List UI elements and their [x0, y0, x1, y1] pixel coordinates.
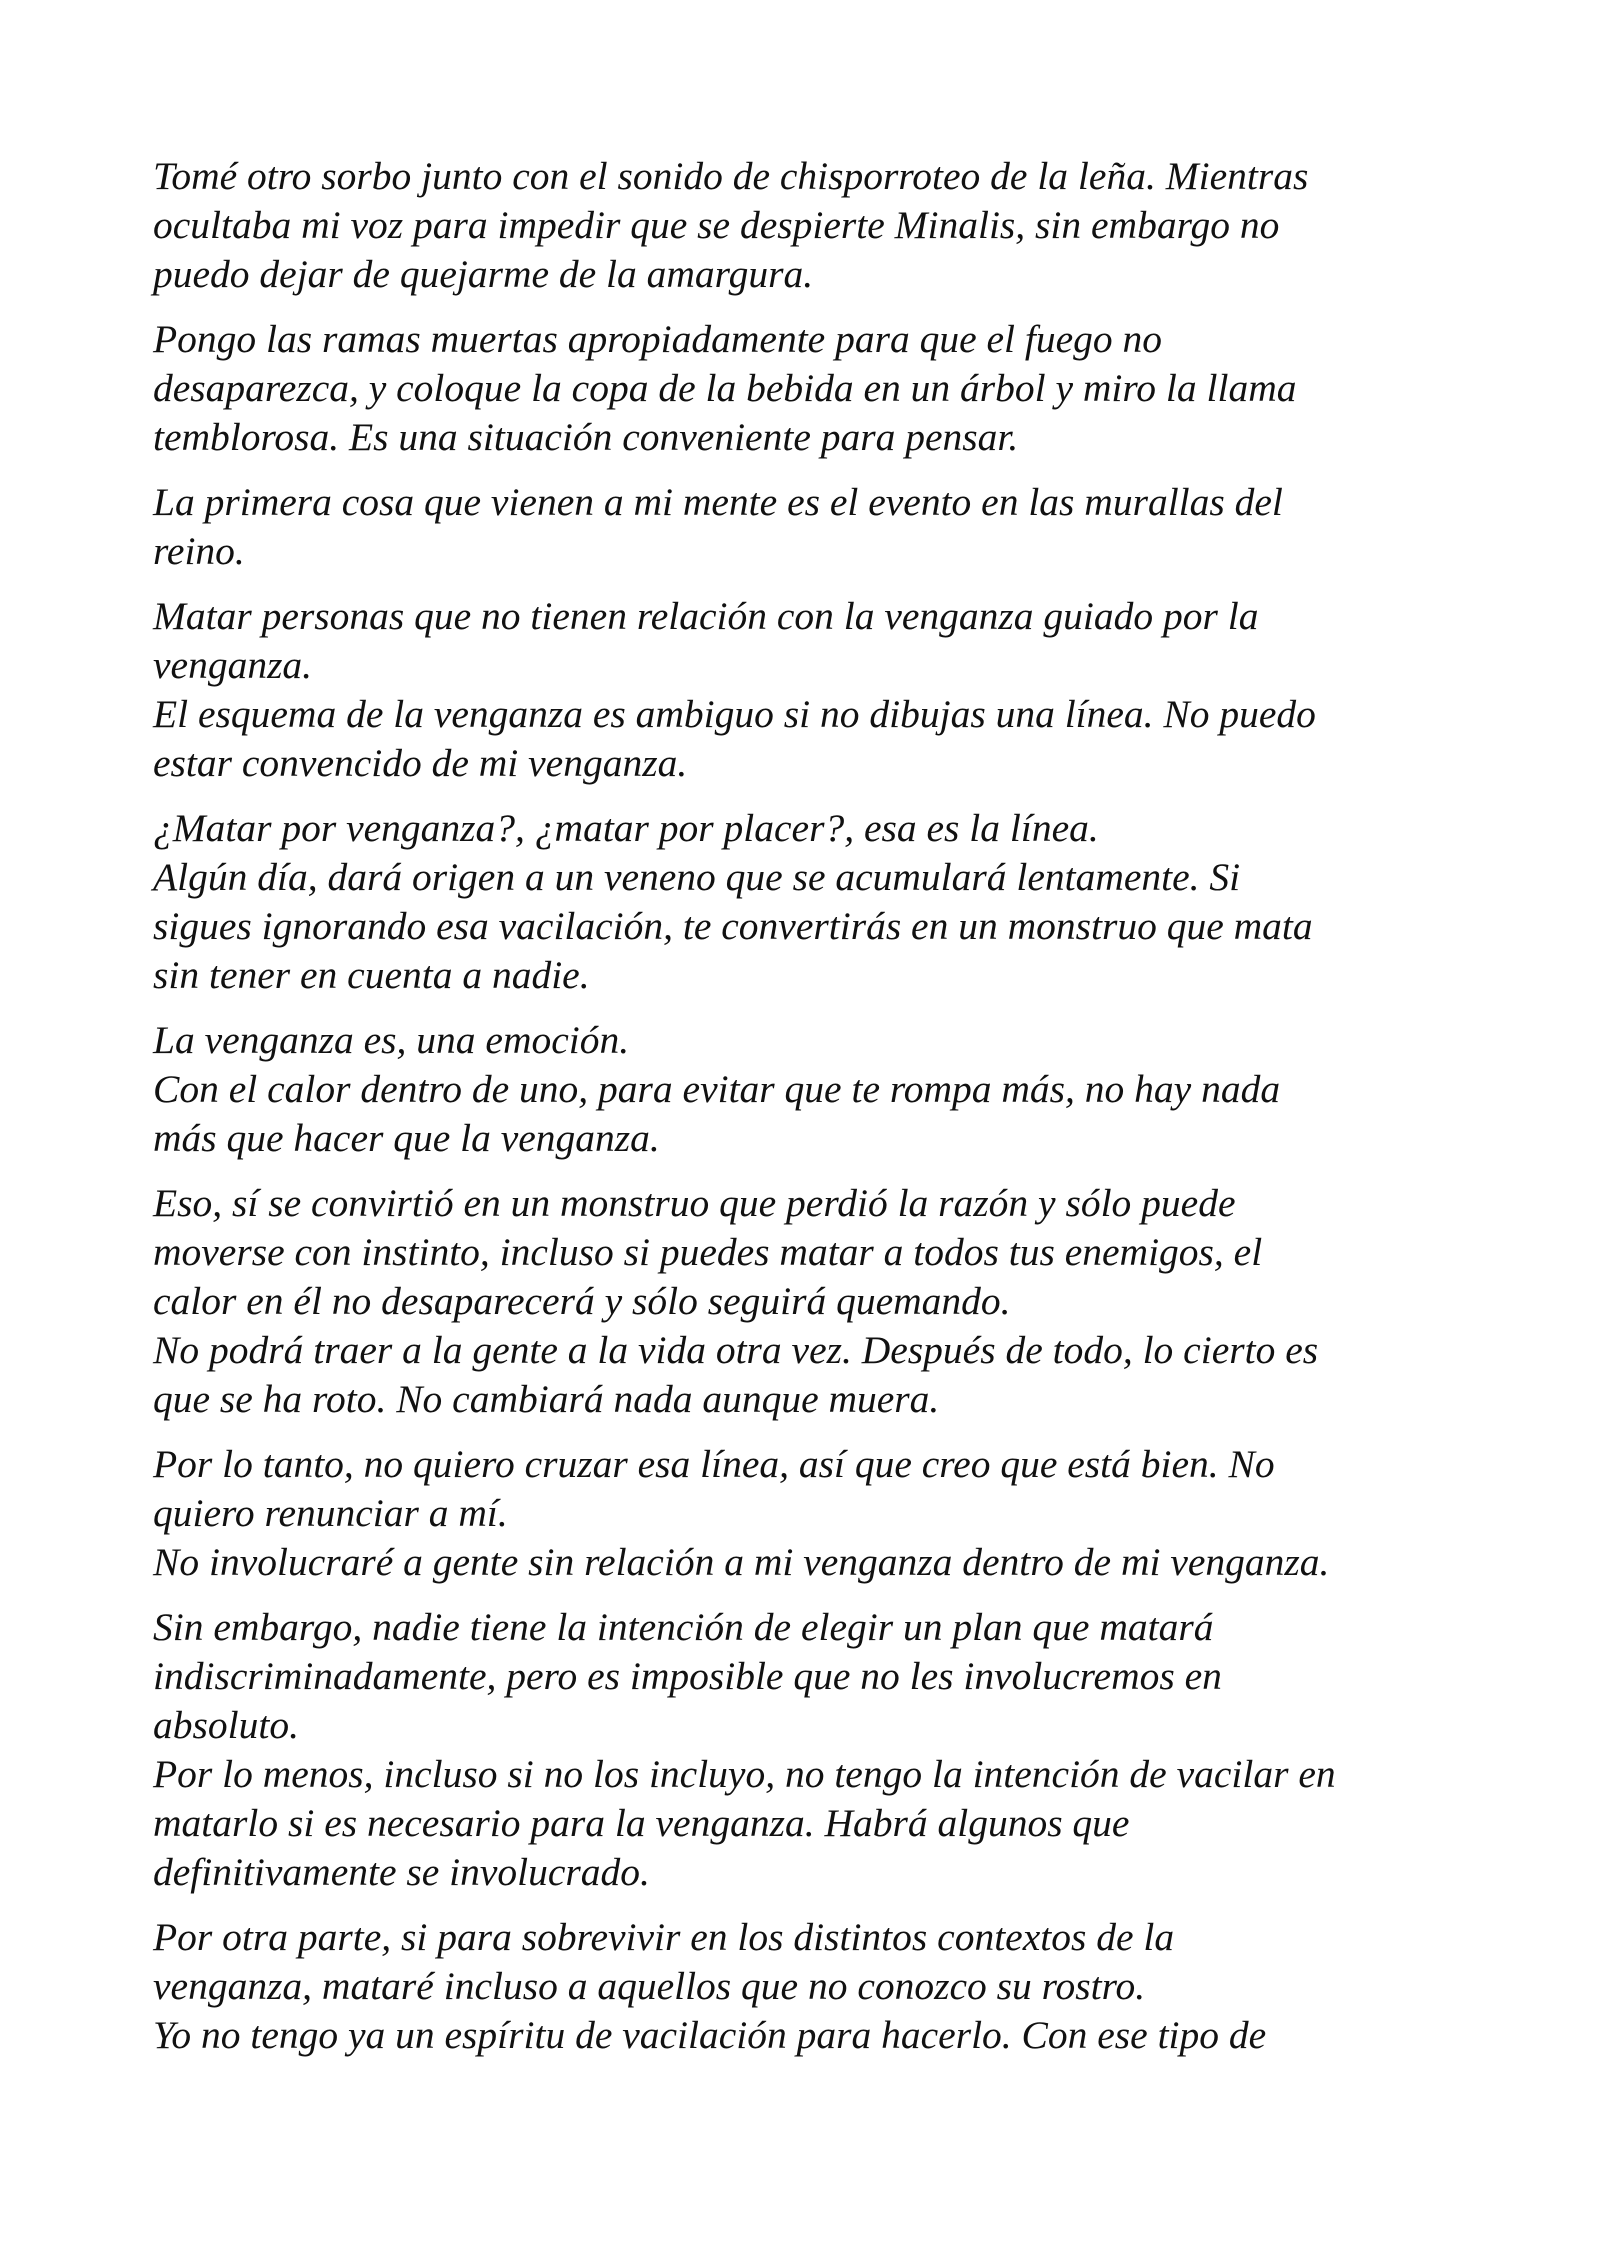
text-line: El esquema de la venganza es ambiguo si no dibujas una línea. No puedo	[153, 692, 1316, 736]
text-line: absoluto.	[153, 1703, 299, 1747]
paragraph	[153, 152, 1453, 299]
text-line: que se ha roto. No cambiará nada aunque muera.	[153, 1377, 940, 1421]
paragraph	[153, 1913, 1453, 2060]
text-line: moverse con instinto, incluso si puedes matar a todos tus enemigos, el	[153, 1230, 1263, 1274]
paragraph	[153, 804, 1453, 1000]
text-line: matarlo si es necesario para la venganza. Habrá algunos que	[153, 1801, 1130, 1845]
text-line: Sin embargo, nadie tiene la intención de elegir un plan que matará	[153, 1605, 1214, 1649]
text-line: desaparezca, y coloque la copa de la bebida en un árbol y miro la llama	[153, 366, 1297, 410]
text-line: estar convencido de mi venganza.	[153, 741, 688, 785]
text-line: La venganza es, una emoción.	[153, 1018, 630, 1062]
text-line: quiero renunciar a mí.	[153, 1491, 508, 1535]
text-line: Eso, sí se convirtió en un monstruo que perdió la razón y sólo puede	[153, 1181, 1236, 1225]
text-line: Con el calor dentro de uno, para evitar que te rompa más, no hay nada	[153, 1067, 1281, 1111]
text-line: venganza.	[153, 643, 313, 687]
text-line: ocultaba mi voz para impedir que se despierte Minalis, sin embargo no	[153, 203, 1280, 247]
text-line: Pongo las ramas muertas apropiadamente para que el fuego no	[153, 317, 1163, 361]
text-line: Matar personas que no tienen relación con la venganza guiado por la	[153, 594, 1259, 638]
text-line: No involucraré a gente sin relación a mi venganza dentro de mi venganza.	[153, 1540, 1330, 1584]
text-line: Algún día, dará origen a un veneno que se acumulará lentamente. Si	[153, 855, 1241, 899]
paragraph	[153, 1016, 1453, 1163]
text-line: temblorosa. Es una situación conveniente para pensar.	[153, 415, 1019, 459]
text-line: Por otra parte, si para sobrevivir en los distintos contextos de la	[153, 1915, 1175, 1959]
text-line: Por lo tanto, no quiero cruzar esa línea, así que creo que está bien. No	[153, 1442, 1275, 1486]
text-line: más que hacer que la venganza.	[153, 1116, 660, 1160]
text-line: Por lo menos, incluso si no los incluyo, no tengo la intención de vacilar en	[153, 1752, 1336, 1796]
text-line: sin tener en cuenta a nadie.	[153, 953, 590, 997]
text-line: La primera cosa que vienen a mi mente es el evento en las murallas del	[153, 480, 1283, 524]
document-body	[153, 152, 1453, 2076]
text-line: definitivamente se involucrado.	[153, 1850, 650, 1894]
text-line: calor en él no desaparecerá y sólo seguirá quemando.	[153, 1279, 1011, 1323]
paragraph	[153, 1603, 1453, 1897]
text-line: Yo no tengo ya un espíritu de vacilación para hacerlo. Con ese tipo de	[153, 2013, 1267, 2057]
text-line: ¿Matar por venganza?, ¿matar por placer?, esa es la línea.	[153, 806, 1099, 850]
paragraph	[153, 478, 1453, 576]
paragraph	[153, 1440, 1453, 1587]
text-line: venganza, mataré incluso a aquellos que no conozco su rostro.	[153, 1964, 1146, 2008]
paragraph	[153, 315, 1453, 462]
text-line: reino.	[153, 529, 245, 573]
text-line: sigues ignorando esa vacilación, te convertirás en un monstruo que mata	[153, 904, 1313, 948]
paragraph	[153, 592, 1453, 788]
paragraph	[153, 1179, 1453, 1424]
text-line: indiscriminadamente, pero es imposible que no les involucremos en	[153, 1654, 1222, 1698]
text-line: No podrá traer a la gente a la vida otra vez. Después de todo, lo cierto es	[153, 1328, 1319, 1372]
text-line: puedo dejar de quejarme de la amargura.	[153, 252, 814, 296]
text-line: Tomé otro sorbo junto con el sonido de chisporroteo de la leña. Mientras	[153, 154, 1309, 198]
